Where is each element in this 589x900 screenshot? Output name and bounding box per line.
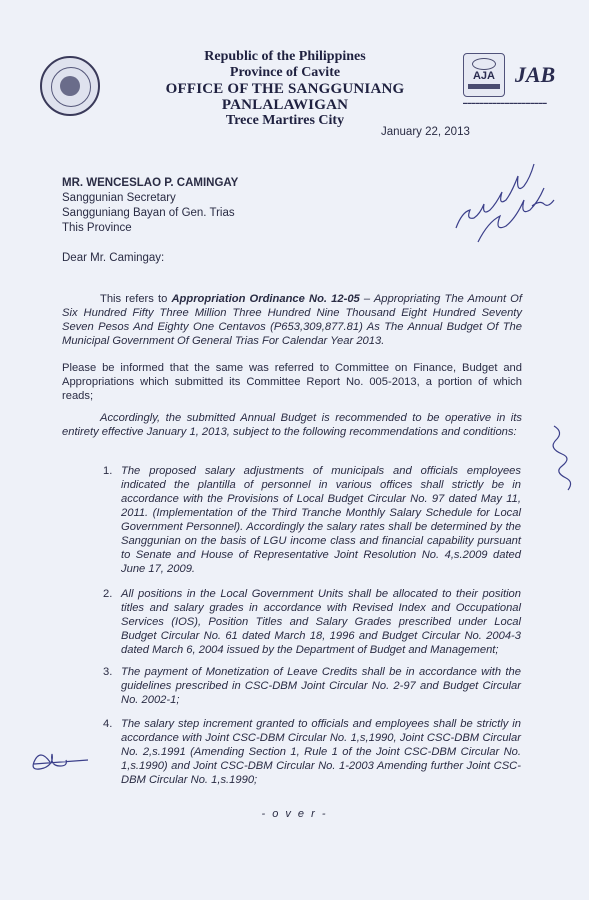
condition-text: The payment of Monetization of Leave Credits shall be in accordance with the guidelines prescribed in CSC-DBM Joint Circular No. 2-97 and Budget Circular No. 2002-1; [121, 666, 521, 706]
certificate-number-strip: ▬▬▬▬▬▬▬▬▬▬▬▬▬▬▬▬▬▬▬▬ [463, 100, 547, 105]
paragraph-reference-rest: – Appropriating The Amount Of Six Hundred Fifty Three Million Three Hundred Nine Thousand Eight Hundred Seventy Seven Pesos And Eighty One Centavos (P653,309,877.81) As The Annual Budget Of The Municipal Government Of General Trias For Calendar Year 2013. [62, 293, 522, 347]
addressee-title: Sanggunian Secretary [62, 192, 176, 204]
letterhead-city: Trece Martires City [225, 113, 345, 128]
certification-logos [463, 53, 578, 108]
condition-number: 4. [103, 718, 113, 730]
condition-item [103, 665, 521, 707]
paragraph-reference-lead: This refers to [100, 293, 172, 305]
condition-text: The proposed salary adjustments of municipals and officials employees indicated the plantilla of personnel in various offices shall strictly be in accordance with the Provisions of Local Budget Circular No. 97 dated May 11, 2011. (Implementation of the Third Tranche Monthly Salary Schedule for Local Government Personnel). Accordingly the salary rates shall be determined by the Sanggunian on the basis of LGU income class and financial capability pursuant to Senate and House of Representative Joint Resolution No. 4,s.2009 dated June 17, 2009. [121, 465, 521, 575]
paragraph-recommendation-text: Accordingly, the submitted Annual Budget is recommended to be operative in its entirety effective January 1, 2013, subject to the following recommendations and conditions: [62, 412, 522, 438]
addressee-office: Sangguniang Bayan of Gen. Trias [62, 207, 235, 219]
addressee-block [62, 176, 238, 236]
letterhead-province: Province of Cavite [229, 65, 341, 80]
condition-item [103, 717, 521, 787]
letterhead [110, 49, 460, 129]
letterhead-office: OFFICE OF THE SANGGUNIANG PANLALAWIGAN [165, 81, 405, 113]
paragraph-reference [62, 292, 522, 348]
condition-number: 3. [103, 666, 113, 678]
addressee-name: MR. WENCESLAO P. CAMINGAY [62, 177, 239, 189]
salutation: Dear Mr. Camingay: [62, 252, 165, 264]
provincial-seal-icon [40, 56, 100, 116]
paragraph-committee: Please be informed that the same was referred to Committee on Finance, Budget and Appropriations which submitted its Committee Report No. 005-2013, a portion of which reads; [62, 362, 522, 402]
condition-item [103, 587, 521, 657]
continued-over-footer: - o v e r - [261, 808, 328, 820]
margin-initials-right [540, 418, 580, 498]
letterhead-republic: Republic of the Philippines [204, 49, 366, 64]
condition-text: The salary step increment granted to officials and employees shall be strictly in accordance with Joint CSC-DBM Circular No. 1,s,1990, Joint CSC-DBM Circular No. 2,s.1991 (Amending Section 1, Rule 1 of the Joint CSC-DBM Circular No. 1,s.1990) and Joint CSC-DBM Circular No. 1-2003 Amending further Joint CSC-DBM Circular No. 1,s.1990; [121, 718, 521, 786]
margin-initials-left [30, 740, 90, 780]
addressee-location: This Province [62, 222, 132, 234]
ordinance-number: Appropriation Ordinance No. 12-05 [171, 293, 360, 305]
condition-number: 2. [103, 588, 113, 600]
letter-date: January 22, 2013 [381, 126, 470, 138]
paragraph-recommendation [62, 411, 522, 439]
condition-item [103, 464, 521, 576]
received-by-handwritten-note [448, 158, 578, 248]
condition-number: 1. [103, 465, 113, 477]
jab-accreditation-logo: JAB [514, 62, 556, 87]
condition-text: All positions in the Local Government Units shall be allocated to their position titles and salary grades in accordance with Revised Index and Occupational Services (IOS), Position Titles and Salary Grades prescribed under Local Budget Circular No. 61 dated March 18, 1996 and Budget Circular No. 2004-3 dated March 6, 2004 issued by the Department of Budget and Management; [121, 588, 521, 656]
aja-certification-logo: AJA [463, 53, 505, 97]
